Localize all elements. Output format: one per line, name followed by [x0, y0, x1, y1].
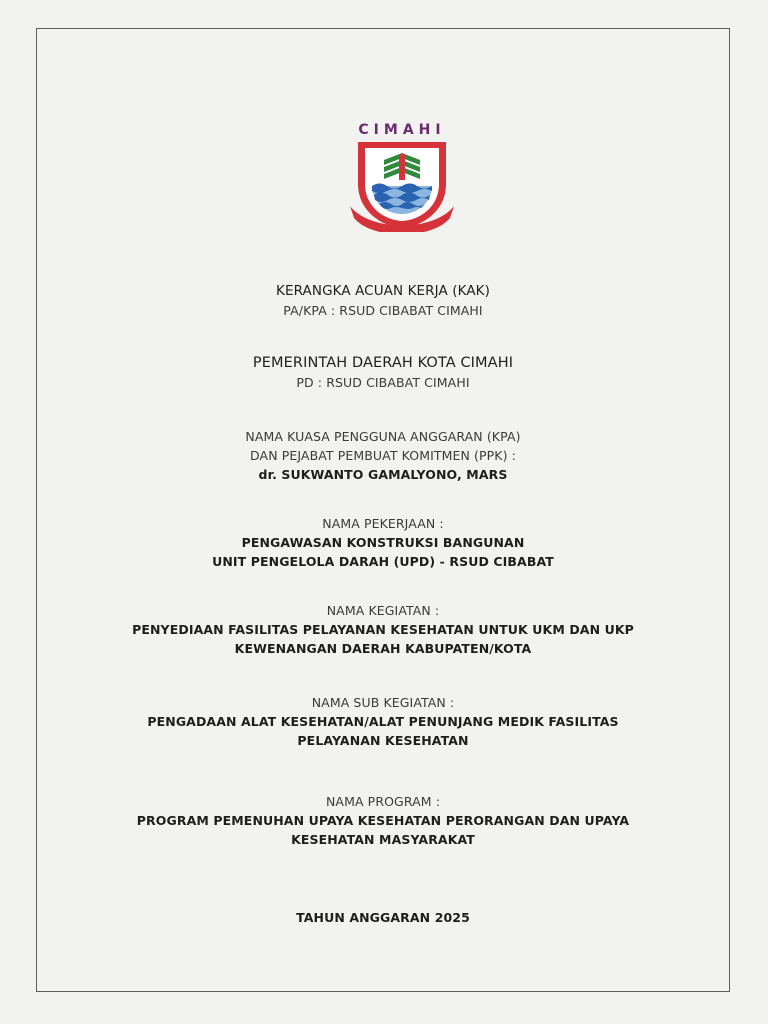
kpa-section [36, 427, 730, 484]
sub-kegiatan-label: NAMA SUB KEGIATAN : [311, 695, 455, 710]
pekerjaan-label: NAMA PEKERJAAN : [322, 516, 444, 531]
kpa-label-line2: DAN PEJABAT PEMBUAT KOMITMEN (PPK) : [250, 448, 516, 463]
pekerjaan-value-line2: UNIT PENGELOLA DARAH (UPD) - RSUD CIBABAT [212, 554, 554, 569]
program-section [36, 792, 730, 849]
document-header [36, 282, 730, 320]
pekerjaan-value-line1: PENGAWASAN KONSTRUKSI BANGUNAN [241, 535, 525, 550]
pa-kpa-line: PA/KPA : RSUD CIBABAT CIMAHI [283, 303, 483, 318]
program-value-line1: PROGRAM PEMENUHAN UPAYA KESEHATAN PERORANGAN DAN UPAYA [136, 813, 630, 828]
kpa-name: dr. SUKWANTO GAMALYONO, MARS [258, 467, 508, 482]
kegiatan-section [36, 601, 730, 658]
sub-kegiatan-section [36, 693, 730, 750]
emblem-wordmark: CIMAHI [358, 122, 446, 138]
kegiatan-label: NAMA KEGIATAN : [326, 603, 440, 618]
kegiatan-value-line1: PENYEDIAAN FASILITAS PELAYANAN KESEHATAN UNTUK UKM DAN UKP [132, 622, 634, 637]
footer-section [36, 908, 730, 927]
cimahi-emblem [344, 120, 460, 232]
document-title: KERANGKA ACUAN KERJA (KAK) [276, 283, 490, 299]
program-value-line2: KESEHATAN MASYARAKAT [291, 832, 475, 847]
sub-kegiatan-value-line1: PENGADAAN ALAT KESEHATAN/ALAT PENUNJANG MEDIK FASILITAS [147, 714, 619, 729]
emblem-shield-icon [344, 136, 460, 232]
government-section [36, 354, 730, 392]
pekerjaan-section [36, 514, 730, 571]
program-label: NAMA PROGRAM : [325, 794, 441, 809]
pd-line: PD : RSUD CIBABAT CIMAHI [296, 375, 470, 390]
government-title: PEMERINTAH DAERAH KOTA CIMAHI [252, 355, 514, 371]
kegiatan-value-line2: KEWENANGAN DAERAH KABUPATEN/KOTA [234, 641, 532, 656]
kpa-label-line1: NAMA KUASA PENGGUNA ANGGARAN (KPA) [245, 429, 521, 444]
budget-year: TAHUN ANGGARAN 2025 [296, 910, 470, 925]
sub-kegiatan-value-line2: PELAYANAN KESEHATAN [297, 733, 469, 748]
